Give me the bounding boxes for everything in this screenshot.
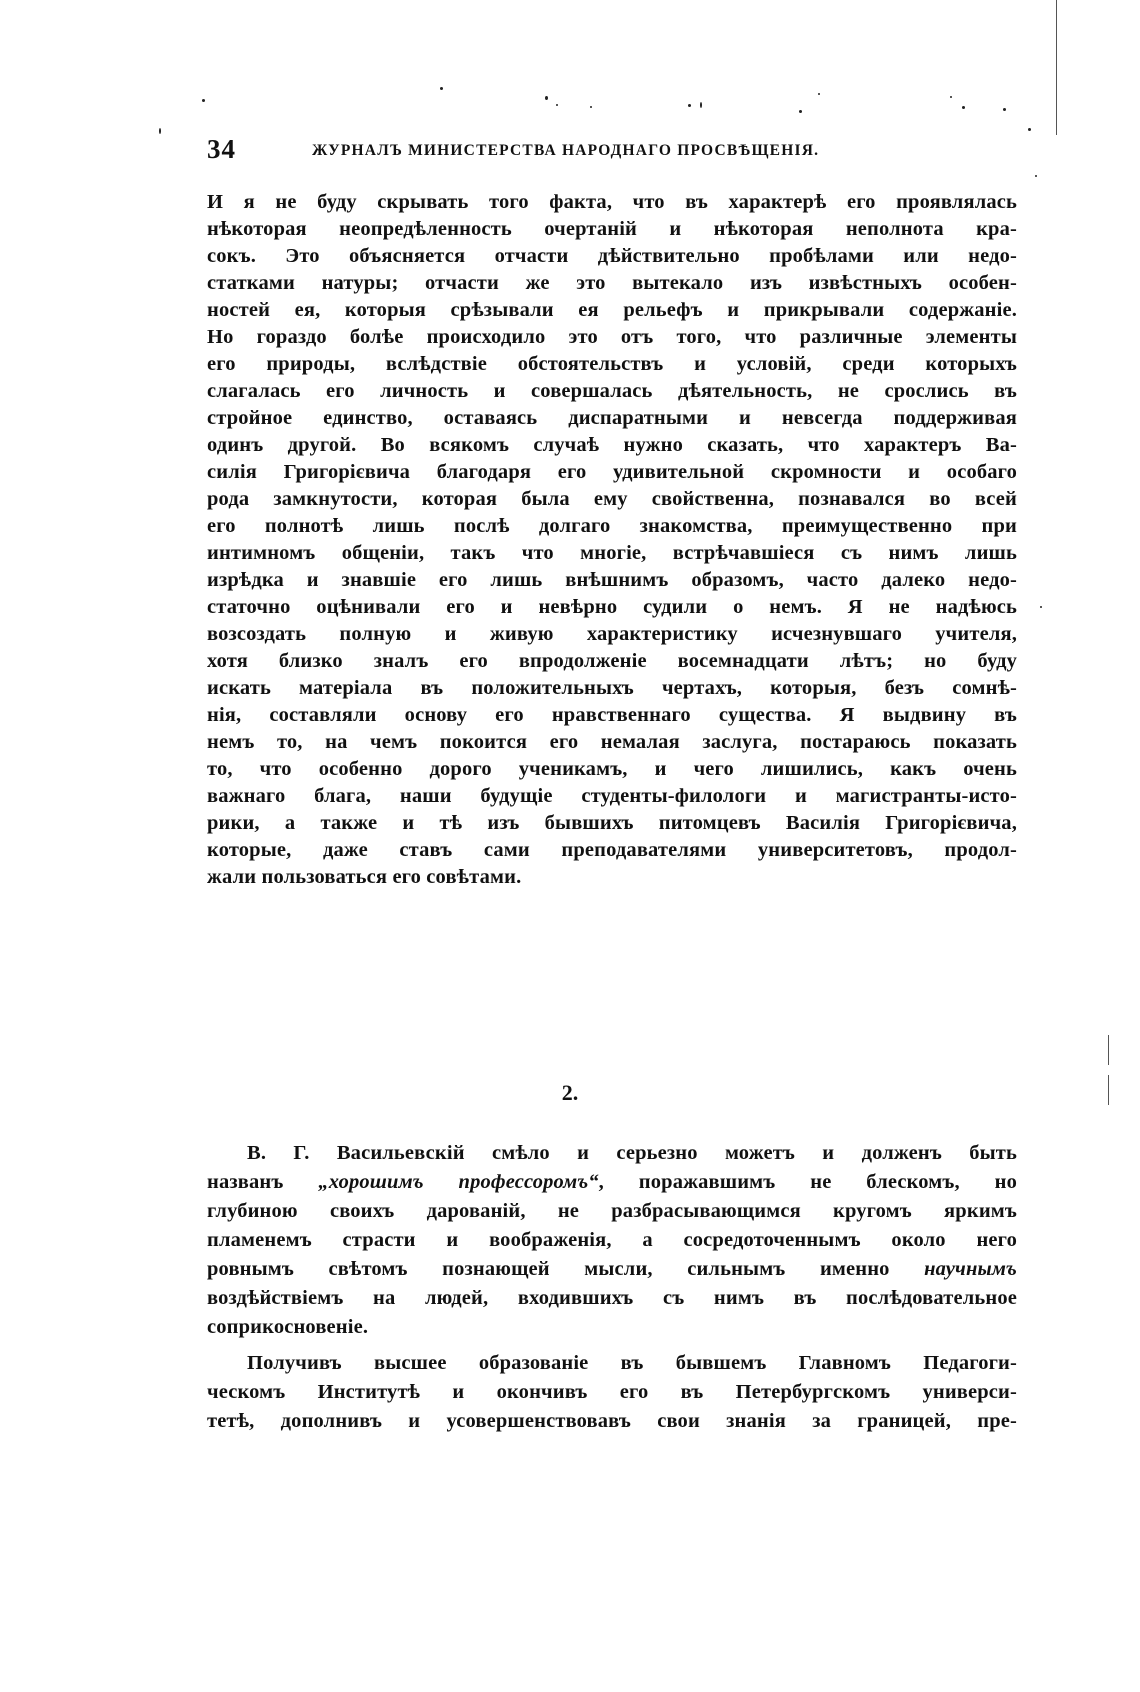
italic-phrase: научнымъ: [924, 1258, 1017, 1280]
text-line: важнаго блага, наши будущіе студенты-филологи и магистранты-исто-: [207, 785, 1017, 807]
text-line: интимномъ общеніи, такъ что многіе, встрѣчавшіеся съ нимъ лишь: [207, 542, 1017, 564]
text-line: ностей ея, которыя срѣзывали ея рельефъ и прикрывали содержаніе.: [207, 299, 1017, 321]
text-line: жали пользоваться его совѣтами.: [207, 866, 522, 888]
scan-speck: [440, 87, 443, 90]
text-line: глубиною своихъ дарованій, не разбрасывающимся кругомъ яркимъ: [207, 1200, 1017, 1222]
scan-speck: [962, 106, 965, 109]
text-line: воздѣйствіемъ на людей, входившихъ съ нимъ въ послѣдовательное: [207, 1287, 1017, 1309]
text-line: искать матеріала въ положительныхъ чертахъ, которыя, безъ сомнѣ-: [207, 677, 1017, 699]
running-head: ЖУРНАЛЪ МИНИСТЕРСТВА НАРОДНАГО ПРОСВѢЩЕНІЯ.: [312, 142, 820, 159]
text-line: [207, 1255, 1017, 1283]
text-line: тетѣ, дополнивъ и усовершенствовавъ свои знанія за границей, пре-: [207, 1410, 1017, 1432]
text-line: Получивъ высшее образованіе въ бывшемъ Главномъ Педагоги-: [247, 1352, 1017, 1374]
text-line: возсоздать полную и живую характеристику исчезнувшаго учителя,: [207, 623, 1017, 645]
scan-speck: [545, 96, 548, 100]
scan-speck: [700, 102, 702, 108]
text-line: которые, даже ставъ сами преподавателями университетовъ, продол-: [207, 839, 1017, 861]
text-line: хотя близко зналъ его впродолженіе восемнадцати лѣтъ; но буду: [207, 650, 1017, 672]
text-line: И я не буду скрывать того факта, что въ характерѣ его проявлялась: [207, 191, 1017, 213]
scan-speck: [590, 106, 592, 108]
scan-speck: [1028, 128, 1031, 131]
section-number: 2.: [561, 1080, 579, 1105]
text-line: то, что особенно дорого ученикамъ, и чего лишились, какъ очень: [207, 758, 1017, 780]
scan-speck: [159, 128, 161, 134]
scan-speck: [799, 110, 802, 113]
page-number: 34: [207, 134, 236, 164]
page-header: [207, 134, 1017, 174]
scan-speck: [950, 96, 952, 98]
text-line: ческомъ Институтѣ и окончивъ его въ Петербургскомъ универси-: [207, 1381, 1017, 1403]
text-line: Но гораздо болѣе происходило это отъ того, что различные элементы: [207, 326, 1017, 348]
text-line: его природы, вслѣдствіе обстоятельствъ и условій, среди которыхъ: [207, 353, 1017, 375]
scan-speck: [202, 99, 205, 102]
scan-speck: [1035, 175, 1037, 177]
scan-speck: [1040, 606, 1042, 608]
scan-mark: [1108, 1035, 1109, 1065]
scan-speck: [688, 104, 691, 107]
italic-phrase: „хорошимъ профессоромъ“: [318, 1171, 599, 1193]
text-line: одинъ другой. Во всякомъ случаѣ нужно сказать, что характеръ Ва-: [207, 434, 1017, 456]
text-line: соприкосновеніе.: [207, 1316, 369, 1338]
text-line: рода замкнутости, которая была ему свойственна, познавался во всей: [207, 488, 1017, 510]
text-line: статками натуры; отчасти же это вытекало изъ извѣстныхъ особен-: [207, 272, 1017, 294]
text-line: сокъ. Это объясняется отчасти дѣйствительно пробѣлами или недо-: [207, 245, 1017, 267]
text-line: немъ то, на чемъ покоится его немалая заслуга, постараюсь показать: [207, 731, 1017, 753]
text-line: рики, а также и тѣ изъ бывшихъ питомцевъ Василія Григорієвича,: [207, 812, 1017, 834]
scan-speck: [556, 104, 558, 106]
text-line: статочно оцѣнивали его и невѣрно судили о немъ. Я не надѣюсь: [207, 596, 1017, 618]
scan-speck: [1003, 108, 1006, 111]
text-line: изрѣдка и знавшіе его лишь внѣшнимъ образомъ, часто далеко недо-: [207, 569, 1017, 591]
text-segment: названъ: [207, 1171, 319, 1193]
text-segment: , поражавшимъ не блескомъ, но: [598, 1171, 1017, 1193]
text-line: его полнотѣ лишь послѣ долгаго знакомства, преимущественно при: [207, 515, 1017, 537]
text-segment: ровнымъ свѣтомъ познающей мысли, сильнымъ именно: [207, 1258, 925, 1280]
scan-mark: [1056, 0, 1057, 135]
text-line: [207, 1168, 1017, 1196]
text-line: нѣкоторая неопредѣленность очертаній и нѣкоторая неполнота кра-: [207, 218, 1017, 240]
text-line: В. Г. Васильевскій смѣло и серьезно можетъ и долженъ быть: [247, 1142, 1017, 1164]
text-line: слагалась его личность и совершалась дѣятельность, не срослись въ: [207, 380, 1017, 402]
text-line: стройное единство, оставаясь диспаратными и невсегда поддерживая: [207, 407, 1017, 429]
text-line: нія, составляли основу его нравственнаго существа. Я выдвину въ: [207, 704, 1017, 726]
text-line: пламенемъ страсти и воображенія, а сосредоточеннымъ около него: [207, 1229, 1017, 1251]
scan-speck: [818, 93, 820, 95]
text-line: силія Григорієвича благодаря его удивительной скромности и особаго: [207, 461, 1017, 483]
